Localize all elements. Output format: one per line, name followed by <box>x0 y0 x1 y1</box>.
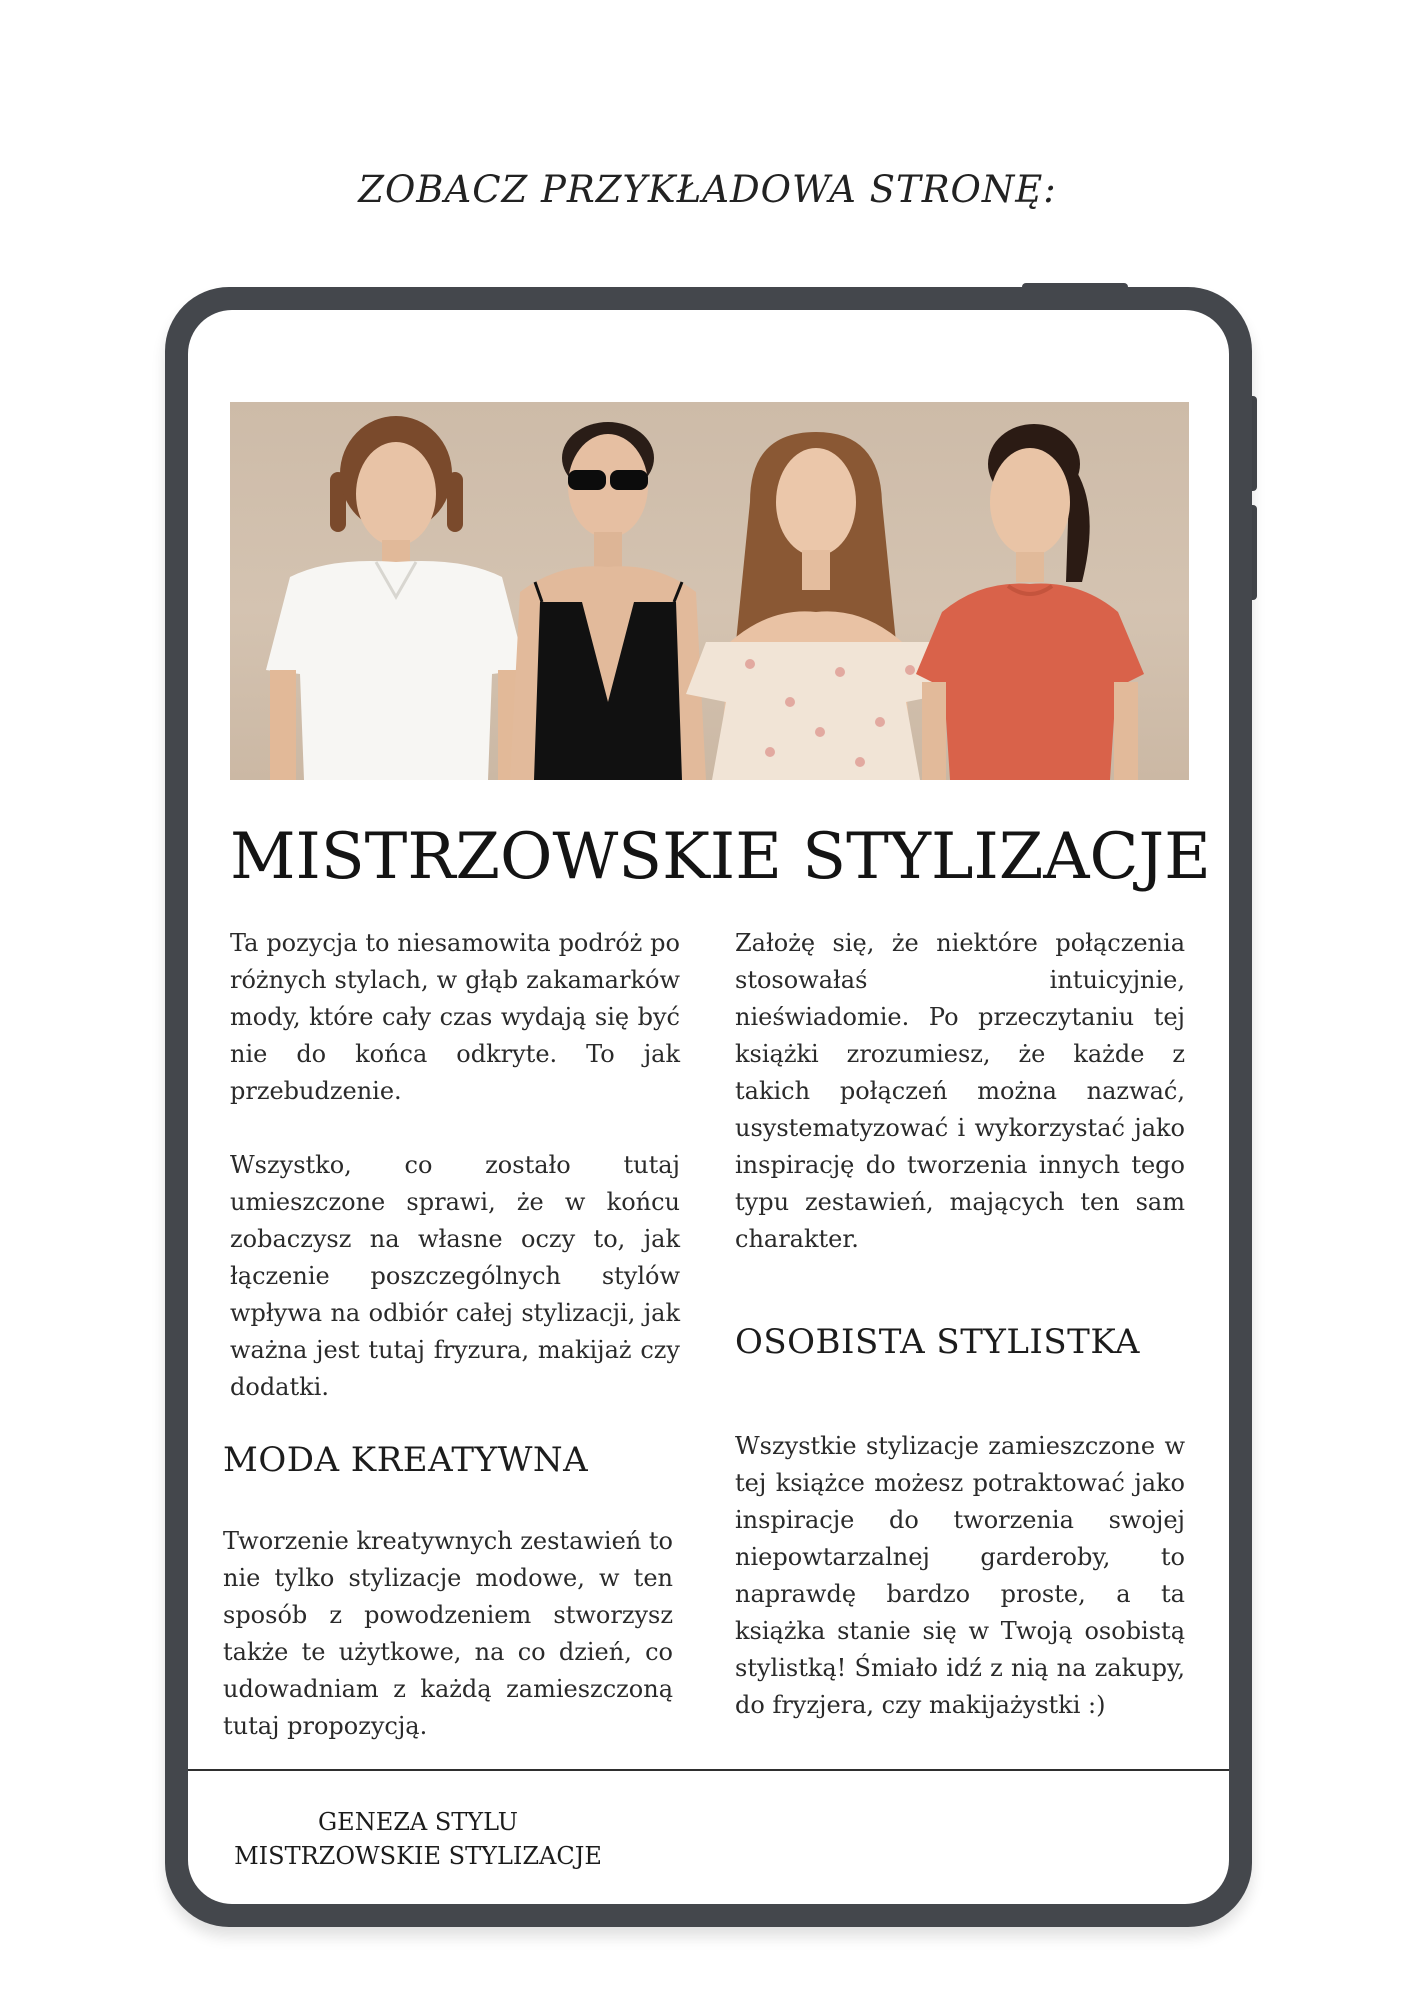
tablet-screen <box>188 310 1229 1904</box>
left-column <box>230 925 680 1406</box>
moda-kreatywna-text: Tworzenie kreatywnych zestawień to nie tylko stylizacje modowe, w ten sposób z powodzeniem stworzysz także te użytkowe, na co dzień, co udowadniam z każdą zamieszczoną tutaj propozycją. <box>223 1527 673 1740</box>
footer-divider <box>188 1769 1229 1771</box>
woman-floral-dress <box>686 432 946 780</box>
four-women-illustration <box>230 402 1189 780</box>
page-footer <box>228 1805 608 1873</box>
page-title: MISTRZOWSKIE STYLIZACJE <box>230 820 1211 894</box>
section-heading-moda-kreatywna: MODA KREATYWNA <box>223 1440 589 1480</box>
left-paragraph-2: Wszystko, co zostało tutaj umieszczone sprawi, że w końcu zobaczysz na własne oczy to, jak łączenie poszczególnych stylów wpływa na odbiór całej stylizacji, jak ważna jest tutaj fryzura, makijaż czy dodatki. <box>230 1151 680 1401</box>
right-section-body <box>735 1428 1185 1724</box>
right-paragraph-1: Założę się, że niektóre połączenia stosowałaś intuicyjnie, nieświadomie. Po przeczytaniu tej książki zrozumiesz, że każde z takich połączeń można nazwać, usystematyzować i wykorzystać jako inspirację do tworzenia innych tego typu zestawień, mających ten sam charakter. <box>735 929 1185 1253</box>
hero-photo <box>230 402 1189 780</box>
page-headline: ZOBACZ PRZYKŁADOWA STRONĘ: <box>358 168 1057 211</box>
left-section-body <box>223 1523 673 1745</box>
tablet-frame <box>165 287 1252 1927</box>
woman-coral-tshirt <box>916 424 1144 780</box>
woman-white-shirt <box>266 416 526 780</box>
footer-line-1: GENEZA STYLU <box>318 1808 518 1836</box>
section-heading-osobista-stylistka: OSOBISTA STYLISTKA <box>735 1322 1140 1362</box>
osobista-stylistka-text: Wszystkie stylizacje zamieszczone w tej książce możesz potraktować jako inspiracje do tworzenia swojej niepowtarzalnej garderoby, to naprawdę bardzo proste, a ta książka stanie się w Twoją osobistą stylistką! Śmiało idź z nią na zakupy, do fryzjera, czy makijażystki :) <box>735 1432 1185 1719</box>
right-column <box>735 925 1185 1258</box>
left-paragraph-1: Ta pozycja to niesamowita podróż po różnych stylach, w głąb zakamarków mody, które cały czas wydają się być nie do końca odkryte. To jak przebudzenie. <box>230 929 680 1105</box>
woman-black-dress <box>510 422 706 780</box>
footer-line-2: MISTRZOWSKIE STYLIZACJE <box>234 1842 602 1870</box>
